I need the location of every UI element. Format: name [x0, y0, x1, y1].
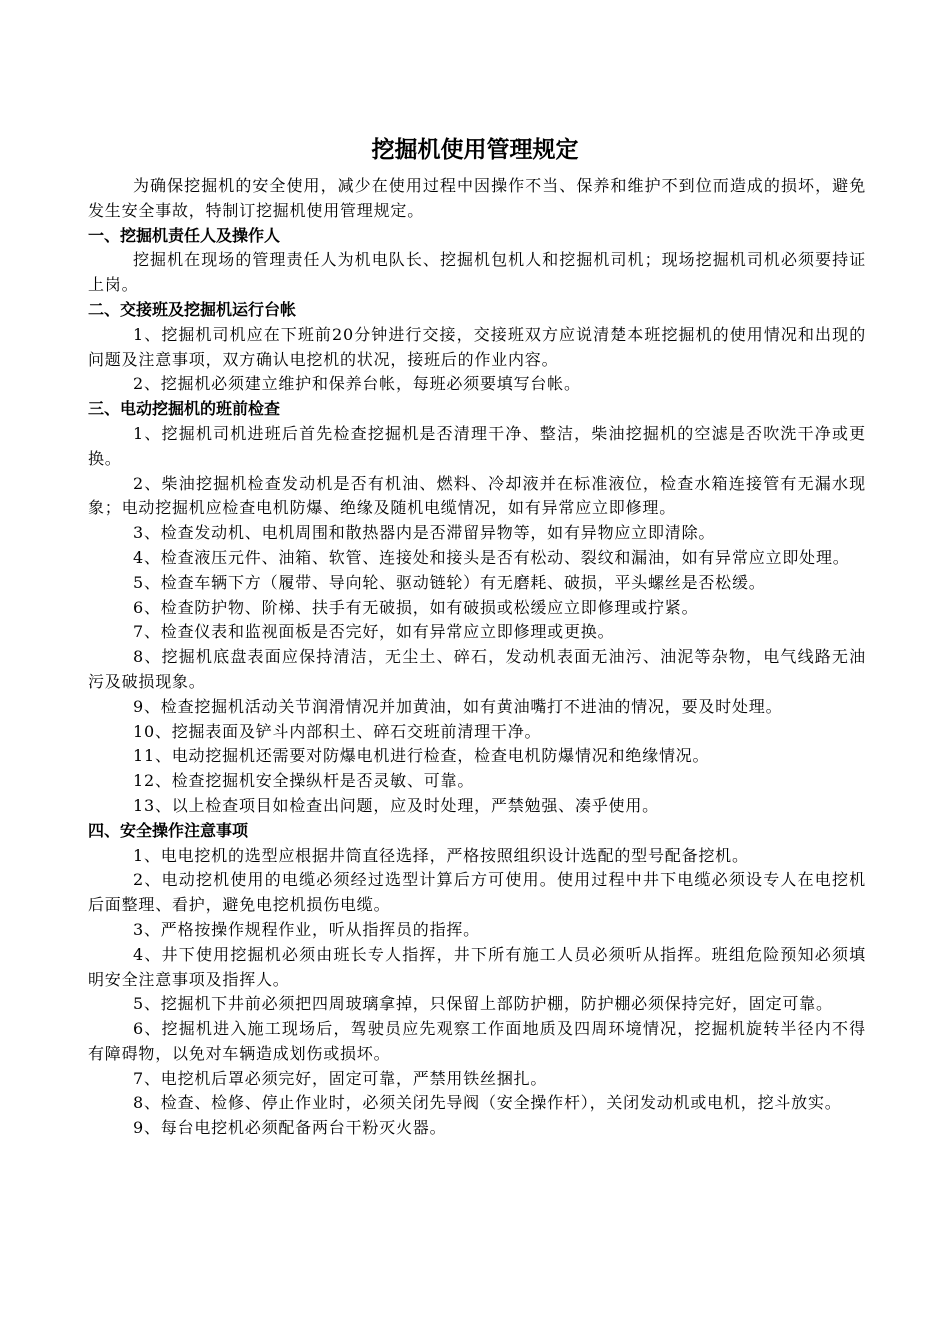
paragraph: 1、挖掘机司机进班后首先检查挖掘机是否清理干净、整洁，柴油挖掘机的空滤是否吹洗干净或更换。	[88, 423, 866, 468]
paragraph: 5、检查车辆下方（履带、导向轮、驱动链轮）有无磨耗、破损，平头螺丝是否松缓。	[133, 572, 766, 592]
paragraph: 9、每台电挖机必须配备两台干粉灭火器。	[133, 1118, 447, 1138]
paragraph: 7、检查仪表和监视面板是否完好，如有异常应立即修理或更换。	[133, 622, 615, 642]
paragraph: 12、检查挖掘机安全操纵杆是否灵敏、可靠。	[133, 771, 475, 791]
paragraph: 2、挖掘机必须建立维护和保养台帐，每班必须要填写台帐。	[133, 374, 581, 394]
paragraph: 6、挖掘机进入施工现场后，驾驶员应先观察工作面地质及四周环境情况，挖掘机旋转半径内不得有障碍物，以免对车辆造成划伤或损坏。	[88, 1019, 866, 1063]
paragraph: 4、检查液压元件、油箱、软管、连接处和接头是否有松动、裂纹和漏油，如有异常应立即处理。	[133, 547, 850, 567]
paragraph: 2、电动挖机使用的电缆必须经过选型计算后方可使用。使用过程中井下电缆必须设专人在电挖机后面整理、看护，避免电挖机损伤电缆。	[88, 870, 866, 915]
paragraph: 13、以上检查项目如检查出问题，应及时处理，严禁勉强、凑乎使用。	[133, 795, 659, 815]
paragraph: 7、电挖机后罩必须完好，固定可靠，严禁用铁丝捆扎。	[133, 1068, 548, 1088]
section-heading-2: 二、交接班及挖掘机运行台帐	[88, 299, 297, 319]
paragraph: 10、挖掘表面及铲斗内部积土、碎石交班前清理干净。	[133, 721, 542, 741]
section-heading-3: 三、电动挖掘机的班前检查	[88, 399, 281, 419]
paragraph: 8、检查、检修、停止作业时，必须关闭先导阀（安全操作杆），关闭发动机或电机，挖斗放实。	[133, 1093, 842, 1113]
paragraph: 9、检查挖掘机活动关节润滑情况并加黄油，如有黄油嘴打不进油的情况，要及时处理。	[133, 696, 783, 716]
paragraph: 1、挖掘机司机应在下班前20分钟进行交接，交接班双方应说清楚本班挖掘机的使用情况和出现的问题及注意事项，双方确认电挖机的状况，接班后的作业内容。	[88, 324, 866, 369]
section-heading-1: 一、挖掘机责任人及操作人	[88, 225, 281, 245]
intro-paragraph: 为确保挖掘机的安全使用，减少在使用过程中因操作不当、保养和维护不到位而造成的损坏，避免发生安全事故，特制订挖掘机使用管理规定。	[88, 176, 866, 220]
document-body	[88, 174, 866, 1141]
paragraph: 3、严格按操作规程作业，听从指挥员的指挥。	[133, 919, 480, 939]
paragraph: 3、检查发动机、电机周围和散热器内是否滞留异物等，如有异物应立即清除。	[133, 523, 716, 543]
paragraph: 2、柴油挖掘机检查发动机是否有机油、燃料、冷却液并在标准液位，检查水箱连接管有无漏水现象；电动挖掘机应检查电机防爆、绝缘及随机电缆情况，如有异常应立即修理。	[88, 473, 866, 518]
paragraph: 11、电动挖掘机还需要对防爆电机进行检查，检查电机防爆情况和绝缘情况。	[133, 746, 710, 766]
paragraph: 5、挖掘机下井前必须把四周玻璃拿掉，只保留上部防护棚，防护棚必须保持完好，固定可靠。	[133, 994, 833, 1014]
section-heading-4: 四、安全操作注意事项	[88, 820, 249, 840]
document-title: 挖掘机使用管理规定	[371, 136, 579, 163]
paragraph: 4、井下使用挖掘机必须由班长专人指挥，井下所有施工人员必须听从指挥。班组危险预知必须填明安全注意事项及指挥人。	[88, 944, 866, 989]
paragraph: 6、检查防护物、阶梯、扶手有无破损，如有破损或松缓应立即修理或拧紧。	[133, 597, 699, 617]
paragraph: 8、挖掘机底盘表面应保持清洁，无尘土、碎石，发动机表面无油污、油泥等杂物，电气线路无油污及破损现象。	[88, 647, 866, 691]
paragraph: 1、电电挖机的选型应根据井筒直径选择，严格按照组织设计选配的型号配备挖机。	[133, 845, 749, 865]
paragraph: 挖掘机在现场的管理责任人为机电队长、挖掘机包机人和挖掘机司机；现场挖掘机司机必须要持证上岗。	[88, 250, 866, 295]
